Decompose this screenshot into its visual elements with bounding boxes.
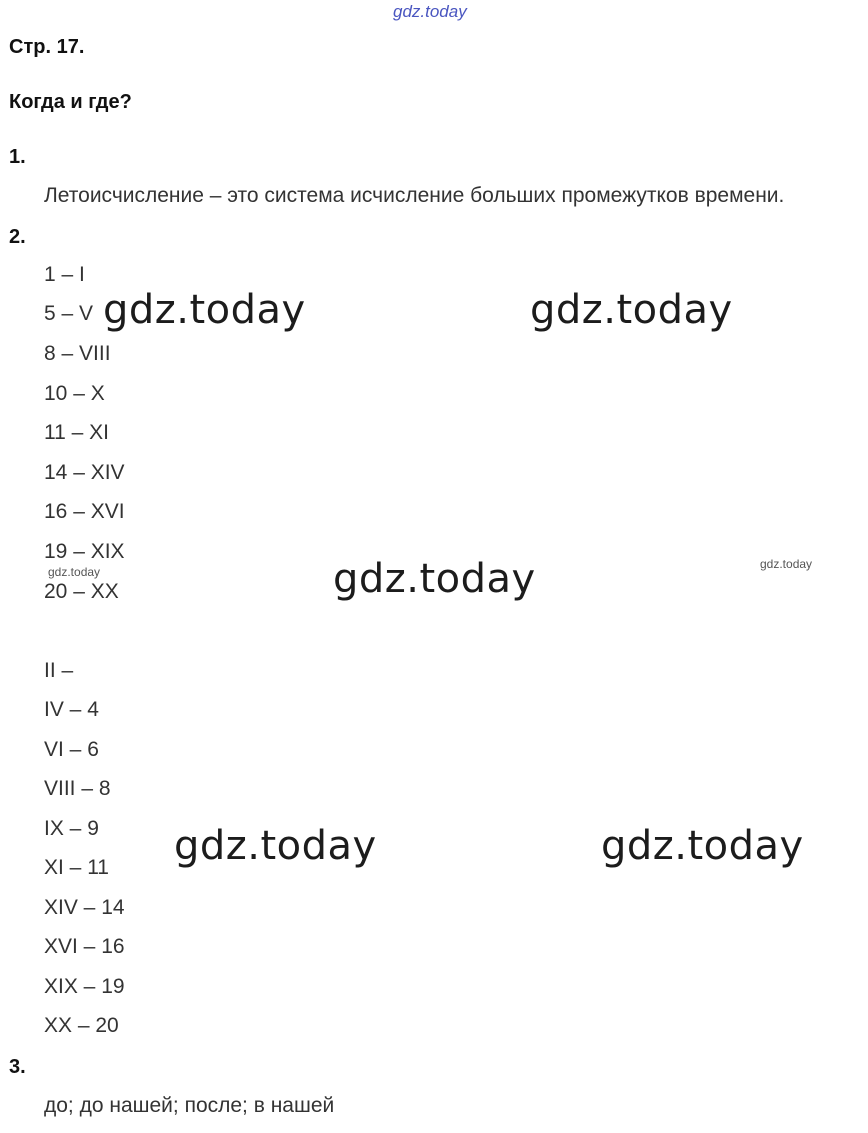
list-item: 19 – XIX — [44, 540, 125, 563]
list-item: IX – 9 — [44, 817, 99, 840]
list-item: 16 – XVI — [44, 500, 125, 523]
list-item: II – — [44, 659, 74, 682]
watermark-small: gdz.today — [760, 557, 813, 571]
task-3-number: 3. — [9, 1056, 26, 1078]
watermark: gdz.today — [601, 823, 804, 869]
list-item: 11 – XI — [44, 421, 109, 444]
task-3-text: до; до нашей; после; в нашей — [44, 1094, 335, 1117]
list-item: 5 – V — [44, 302, 94, 325]
list-item: XIX – 19 — [44, 975, 125, 998]
list-item: 14 – XIV — [44, 461, 125, 484]
task-1-text: Летоисчисление – это система исчисление больших промежутков времени. — [44, 184, 785, 207]
section-title: Когда и где? — [9, 91, 132, 113]
task-1-number: 1. — [9, 146, 26, 168]
list-item: IV – 4 — [44, 698, 99, 721]
list-item: XIV – 14 — [44, 896, 125, 919]
list-item: 1 – I — [44, 263, 85, 286]
list-item: VI – 6 — [44, 738, 99, 761]
watermark-small: gdz.today — [48, 565, 101, 579]
list-item: VIII – 8 — [44, 777, 111, 800]
list-item: 20 – XX — [44, 580, 119, 603]
list-item: 10 – X — [44, 382, 105, 405]
list-item: XI – 11 — [44, 856, 109, 879]
watermark: gdz.today — [530, 287, 733, 333]
watermark: gdz.today — [103, 287, 306, 333]
watermark: gdz.today — [333, 556, 536, 602]
watermark: gdz.today — [174, 823, 377, 869]
task-2-number: 2. — [9, 226, 26, 248]
list-item: XX – 20 — [44, 1014, 119, 1037]
watermark-top: gdz.today — [393, 2, 467, 21]
list-item: XVI – 16 — [44, 935, 125, 958]
page-label: Стр. 17. — [9, 36, 85, 58]
list-item: 8 – VIII — [44, 342, 111, 365]
